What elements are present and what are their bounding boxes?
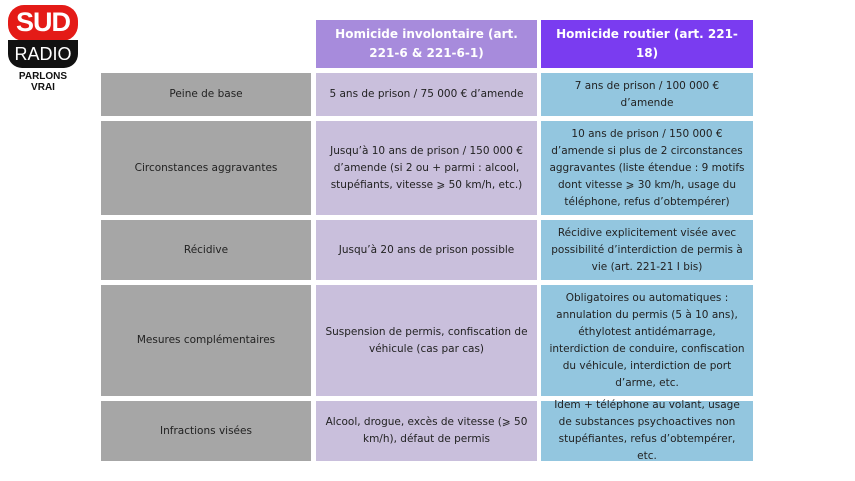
- cell-involontaire-infractions-visees: Alcool, drogue, excès de vitesse (⩾ 50 km/h), défaut de permis: [316, 401, 537, 461]
- cell-routier-peine-de-base: 7 ans de prison / 100 000 € d’amende: [541, 73, 753, 116]
- row-label-mesures-complementaires: Mesures complémentaires: [101, 285, 311, 396]
- sud-radio-logo: [8, 5, 78, 93]
- row-label-peine-de-base: Peine de base: [101, 73, 311, 116]
- cell-involontaire-circonstances-aggravantes: Jusqu’à 10 ans de prison / 150 000 € d’amende (si 2 ou + parmi : alcool, stupéfiants, vitesse ⩾ 50 km/h, etc.): [316, 121, 537, 215]
- header-homicide-routier: Homicide routier (art. 221-18): [541, 20, 753, 68]
- row-label-circonstances-aggravantes: Circonstances aggravantes: [101, 121, 311, 215]
- cell-routier-circonstances-aggravantes: 10 ans de prison / 150 000 € d’amende si plus de 2 circonstances aggravantes (liste étendue : 9 motifs dont vitesse ⩾ 30 km/h, usage du téléphone, refus d’obtempérer): [541, 121, 753, 215]
- logo-radio-block: [8, 40, 78, 68]
- header-homicide-involontaire: Homicide involontaire (art. 221-6 & 221-6-1): [316, 20, 537, 68]
- row-label-recidive: Récidive: [101, 220, 311, 280]
- logo-tagline: PARLONS VRAI: [18, 71, 68, 93]
- cell-routier-recidive: Récidive explicitement visée avec possibilité d’interdiction de permis à vie (art. 221-21 I bis): [541, 220, 753, 280]
- row-label-infractions-visees: Infractions visées: [101, 401, 311, 461]
- logo-sud-block: [8, 5, 78, 41]
- cell-involontaire-recidive: Jusqu’à 20 ans de prison possible: [316, 220, 537, 280]
- logo-radio-text: RADIO: [14, 44, 72, 64]
- logo-sud-text: SUD: [15, 7, 70, 37]
- cell-involontaire-peine-de-base: 5 ans de prison / 75 000 € d’amende: [316, 73, 537, 116]
- cell-routier-infractions-visees: Idem + téléphone au volant, usage de substances psychoactives non stupéfiantes, refus d’obtempérer, etc.: [541, 401, 753, 461]
- cell-routier-mesures-complementaires: Obligatoires ou automatiques : annulation du permis (5 à 10 ans), éthylotest antidémarrage, interdiction de conduire, confiscation du véhicule, interdiction de port d’arme, etc.: [541, 285, 753, 396]
- cell-involontaire-mesures-complementaires: Suspension de permis, confiscation de véhicule (cas par cas): [316, 285, 537, 396]
